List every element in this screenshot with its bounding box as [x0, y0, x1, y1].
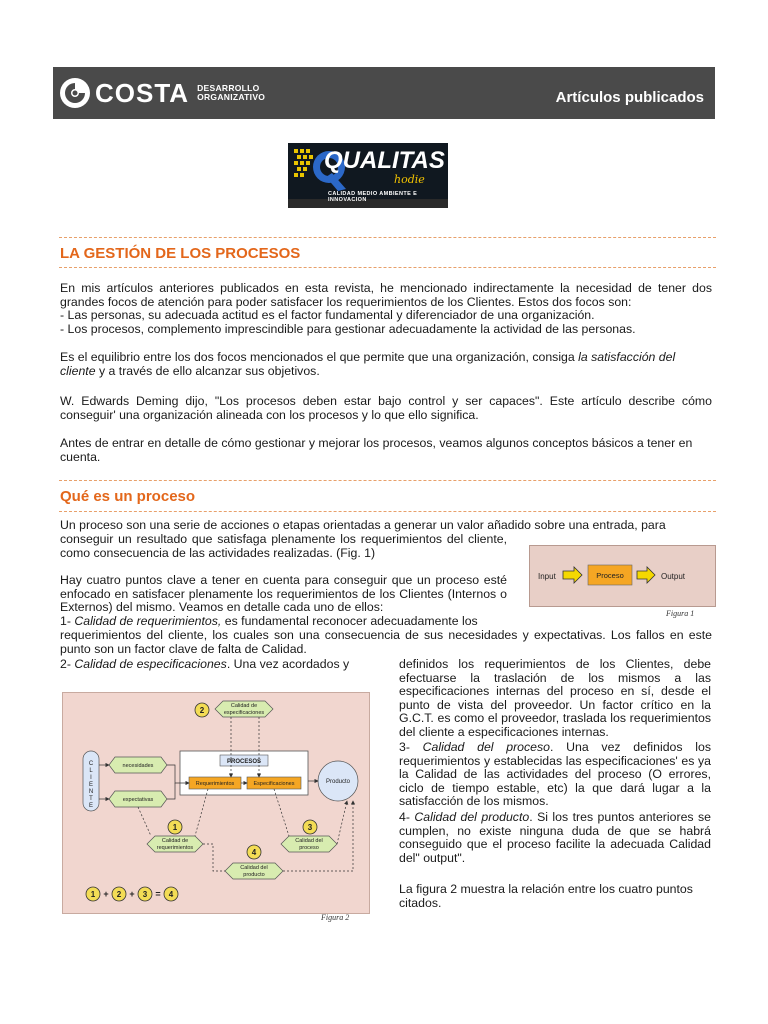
intro-bullet-1: - Las personas, su adecuada actitud es el factor fundamental y diferenciador de una organización.: [60, 308, 595, 323]
intro-line: En mis artículos anteriores publicados en esta revista, he mencionado indirectamente la necesidad de tener dos grandes focos de atención para poder satisfacer los requerimientos de los Clientes. Estos dos focos son:: [60, 281, 712, 309]
input-label: Input: [538, 572, 556, 581]
paragraph-equilibrio: [60, 351, 712, 378]
key-point-4: [399, 811, 711, 865]
costa-logo-icon: [59, 77, 91, 109]
cliente-box: [83, 751, 99, 811]
eq-2-label: 2: [116, 890, 122, 899]
procesos-label: PROCESOS: [226, 759, 262, 765]
intro-paragraph: [60, 282, 712, 336]
calidad-producto-line-1: Calidad del: [240, 865, 268, 871]
figure-1: [529, 545, 716, 607]
calidad-requerimientos-line-2: requerimientos: [156, 845, 194, 851]
logo-name: COSTA: [95, 77, 190, 108]
cliente-letter: T: [89, 796, 93, 802]
calidad-especificaciones-line-1: Calidad de: [230, 703, 258, 709]
emphasis-text: Calidad de especificaciones: [74, 657, 227, 671]
cliente-letter: C: [88, 761, 94, 767]
divider: [59, 267, 716, 268]
arrow-right-icon: [563, 567, 582, 583]
cliente-letter: L: [89, 768, 93, 774]
divider: [59, 480, 716, 481]
text-span: 4-: [399, 810, 415, 824]
key-point-2-body: definidos los requerimientos de los Clientes, debe efectuarse la traslación de los mismos a las especificaciones internas del proceso en sí, desde el punto de vista del proveedor. Un factor crítico en la G.C.T. es como el proveedor, traslada los requerimientos del cliente a especificaciones internas.: [399, 657, 711, 739]
qualitas-banner: [288, 143, 448, 208]
eq-4-label: 4: [168, 890, 174, 899]
text-span: 1-: [60, 614, 75, 628]
page-header: [53, 67, 715, 119]
paragraph-conceptos: Antes de entrar en detalle de cómo gestionar y mejorar los procesos, veamos algunos conceptos básicos a tener en cuenta.: [60, 436, 693, 464]
emphasis-text: Calidad del proceso: [422, 740, 550, 754]
text-span: . Una vez acordados y: [226, 657, 350, 671]
paragraph-puntos-clave: Hay cuatro puntos clave a tener en cuenta para conseguir que un proceso esté enfocado en satisfacer plenamente los requerimientos de los Clientes (Internos o Externos) del mismo. Veamos en detalle cada uno de ellos:: [60, 573, 507, 615]
cliente-letter: E: [88, 782, 94, 788]
expectativas-label: expectativas: [122, 797, 154, 803]
cliente-letter: N: [88, 789, 94, 795]
number-1-label: 1: [172, 823, 178, 832]
process-label: Proceso: [596, 571, 624, 580]
logo-subtitle: [197, 84, 265, 102]
figure-reference: La figura 2 muestra la relación entre los cuatro puntos citados.: [399, 882, 693, 910]
article-title: LA GESTIÓN DE LOS PROCESOS: [60, 245, 301, 262]
figure-1-diagram: [530, 546, 715, 606]
text-span: . Una vez definidos los requerimientos y establecidas las especificaciones' es ya la Calidad de las actividades del proceso (O errores, ciclo de tiempo estable, etc) la que dará lugar a la satisfacción de los mismos.: [399, 740, 711, 809]
eq-plus: +: [103, 889, 109, 899]
paragraph-definicion-1: Un proceso son una serie de acciones o etapas orientadas a generar un valor añadido sobre una entrada, para: [60, 518, 666, 532]
eq-1-label: 1: [90, 890, 96, 899]
key-point-2-intro: [60, 658, 395, 672]
paragraph-definicion-2: conseguir un resultado que satisfaga plenamente los requerimientos del cliente, como consecuencia de las actividades realizadas. (Fig. 1): [60, 532, 507, 560]
emphasis-text: Calidad del producto: [414, 810, 530, 824]
banner-subtitle: CALIDAD MEDIO AMBIENTE E INNOVACION: [328, 191, 418, 203]
eq-equals: =: [155, 889, 161, 899]
number-4-label: 4: [251, 848, 257, 857]
divider: [59, 511, 716, 512]
emphasis-text: la satisfacción del cliente: [60, 350, 676, 378]
key-point-3: [399, 741, 711, 809]
logo-sub-line-2: ORGANIZATIVO: [197, 92, 266, 102]
text-span: es fundamental reconocer adecuadamente los: [221, 614, 478, 628]
especificaciones-label: Especificaciones: [253, 781, 295, 787]
eq-plus: +: [129, 889, 135, 899]
logo-sub-line-1: DESARROLLO: [197, 83, 260, 93]
requerimientos-label: Requerimientos: [195, 781, 235, 787]
intro-bullet-2: - Los procesos, complemento imprescindible para gestionar adecuadamente la actividad de las personas.: [60, 321, 636, 336]
output-label: Output: [661, 572, 686, 581]
banner-title: QUALITAS: [324, 147, 445, 174]
necesidades-label: necesidades: [122, 763, 154, 769]
section-title: Qué es un proceso: [60, 488, 196, 505]
key-point-1-body: requerimientos del cliente, los cuales son una consecuencia de sus necesidades y expectativas. Los fallos en este punto son un factor clave de falta de Calidad.: [60, 628, 712, 656]
text-span: 3-: [399, 740, 423, 754]
banner-script: hodie: [394, 173, 425, 186]
calidad-requerimientos-line-1: Calidad de: [161, 838, 189, 844]
cliente-letter: I: [90, 775, 92, 781]
calidad-producto-line-2: producto: [243, 872, 265, 878]
cliente-letter: E: [88, 803, 94, 809]
figure-2: [62, 692, 370, 914]
arrow-right-icon: [637, 567, 655, 583]
company-logo: [59, 76, 265, 110]
producto-label: Producto: [325, 779, 351, 785]
calidad-proceso-line-1: Calidad del: [295, 838, 323, 844]
calidad-proceso-line-2: proceso: [299, 845, 319, 851]
text-span: 2-: [60, 657, 75, 671]
number-2-label: 2: [199, 706, 205, 715]
figure-1-caption: Figura 1: [666, 609, 695, 618]
figure-2-caption: Figura 2: [321, 913, 350, 922]
text-span: Es el equilibrio entre los dos focos mencionados el que permite que una organización, consiga: [60, 350, 579, 364]
section-label: Artículos publicados: [555, 89, 704, 106]
emphasis-text: Calidad de requerimientos,: [74, 614, 222, 628]
paragraph-deming: W. Edwards Deming dijo, "Los procesos deben estar bajo control y ser capaces". Este artículo describe cómo conseguir' una organización alineada con los procesos y lo que ello significa.: [60, 394, 712, 422]
text-span: y a través de ello alcanzar sus objetivos.: [95, 363, 320, 378]
calidad-especificaciones-line-2: especificaciones: [223, 710, 265, 716]
figure-2-diagram: [63, 693, 369, 913]
text-span: . Si los tres puntos anteriores se cumplen, no existe ninguna duda de que se habrá conseguido que el proceso facilite la adecuada Calidad del" output".: [399, 810, 711, 865]
number-3-label: 3: [307, 823, 313, 832]
divider: [59, 237, 716, 238]
key-point-1-intro: [60, 615, 507, 629]
eq-3-label: 3: [142, 890, 148, 899]
